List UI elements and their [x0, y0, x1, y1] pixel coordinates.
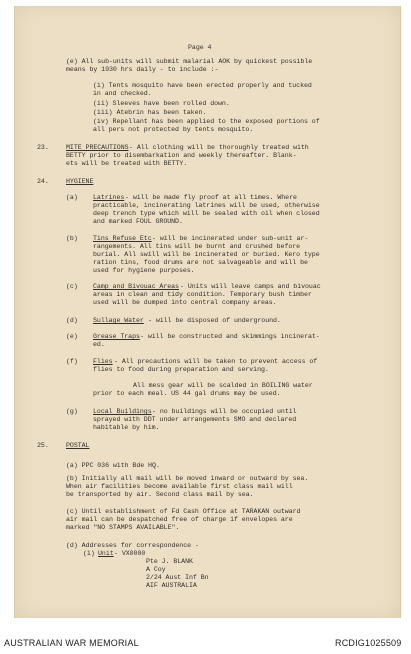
- text-line: (c) Until establishment of Fd Cash Office at TARAKAN outward: [66, 508, 301, 515]
- item-marker: (i): [83, 550, 95, 557]
- footer-record-id: RCDIG1025509: [335, 638, 402, 648]
- text-line: ed.: [93, 341, 105, 348]
- text-line: - All precautions will be taken to prevent access of: [114, 358, 318, 365]
- text-line: in and checked.: [93, 90, 152, 97]
- text-line: - will be made fly proof at all times. Where: [125, 194, 297, 201]
- archive-footer: [0, 620, 411, 654]
- section-number: 24.: [37, 178, 49, 185]
- text-line: used will be dumped into central company areas.: [93, 299, 277, 306]
- text-line: (i) Tents mosquito have been erected properly and tucked: [93, 82, 312, 89]
- text-line: (b) Initially all mail will be moved inward or outward by sea.: [66, 475, 309, 482]
- text-line: Pte J. BLANK: [146, 558, 193, 565]
- section-heading: POSTAL: [66, 442, 90, 449]
- footer-institution: AUSTRALIAN WAR MEMORIAL: [4, 638, 139, 648]
- item-heading: Latrines: [93, 194, 125, 201]
- text-line: ets will be treated with BETTY.: [66, 160, 188, 167]
- text-line: BETTY prior to disembarkation and weekly thereafter. Blank-: [66, 152, 297, 159]
- section-number: 23.: [37, 144, 49, 151]
- text-line: burial. All swill will be incinerated or buried. Kero type: [93, 251, 320, 258]
- text-line: areas in clean and tidy condition. Temporary bush timber: [93, 291, 312, 298]
- text-line: ration tins, food drums are not salvageable and will be: [93, 259, 308, 266]
- text-line: used for hygiene purposes.: [93, 267, 195, 274]
- text-line: - will be disposed of underground.: [148, 317, 281, 324]
- item-marker: (e): [66, 333, 78, 340]
- text-line: air mail can be despatched free of charge if envelopes are: [66, 516, 293, 523]
- text-line: and marked FOUL GROUND.: [93, 218, 183, 225]
- item-heading: Tins Refuse Etc: [93, 235, 152, 242]
- text-line: All mess gear will be scalded in BOILING water: [133, 382, 313, 389]
- text-line: When air facilities become available first class mail will: [66, 483, 293, 490]
- section-number: 25.: [37, 442, 49, 449]
- text-line: means by 1930 hrs daily - to include :-: [66, 66, 219, 73]
- item-marker: (a): [66, 194, 78, 201]
- text-line: practicable, incinerating latrines will be used, otherwise: [93, 202, 320, 209]
- text-line: (d) Addresses for correspondence -: [66, 542, 199, 549]
- item-heading: Camp and Bivouac Areas: [93, 283, 179, 290]
- text-line: - Units will leave camps and bivouac: [180, 283, 321, 290]
- text-line: marked "NO STAMPS AVAILABLE".: [66, 524, 180, 531]
- item-heading: Grease Traps: [93, 333, 140, 340]
- section-heading: MITE PRECAUTIONS: [66, 144, 129, 151]
- text-line: habitable by him.: [93, 424, 160, 431]
- text-line: - will be incinerated under sub-unit ar-: [152, 235, 309, 242]
- section-heading: HYGIENE: [66, 178, 94, 185]
- item-heading: Sullage Water: [93, 317, 144, 324]
- page-number: Page 4: [188, 44, 212, 51]
- text-line: (ii) Sleeves have been rolled down.: [93, 100, 230, 107]
- text-line: - will be constructed and skimmings incinerat-: [140, 333, 320, 340]
- text-line: (a) PPC 036 with Bde HQ.: [66, 462, 160, 469]
- text-line: sprayed with DDT under arrangements SMO and declared: [93, 416, 297, 423]
- item-heading: Flies: [93, 358, 113, 365]
- item-marker: (c): [66, 283, 78, 290]
- item-heading: Local Buildings: [93, 408, 152, 415]
- text-line: - All clothing will be thoroughly treated with: [129, 144, 309, 151]
- text-line: - VX0000: [114, 550, 146, 557]
- text-line: (e) All sub-units will submit malarial AOK by quickest possible: [66, 58, 313, 65]
- text-line: be transported by air. Second class mail by sea.: [66, 491, 254, 498]
- text-line: flies to food during preparation and serving.: [93, 366, 269, 373]
- item-heading: Unit: [98, 550, 114, 557]
- text-line: A Coy: [146, 566, 166, 573]
- text-line: deep trench type which will be sealed with oil when closed: [93, 210, 320, 217]
- text-line: 2/24 Aust Inf Bn: [146, 574, 209, 581]
- text-line: (iv) Repellant has been applied to the exposed portions of: [93, 118, 320, 125]
- item-marker: (f): [66, 358, 78, 365]
- text-line: all pers not protected by tents mosquito.: [93, 126, 254, 133]
- text-line: - no buildings will be occupied until: [152, 408, 297, 415]
- item-marker: (d): [66, 317, 78, 324]
- item-marker: (g): [66, 408, 78, 415]
- text-line: prior to each meal. US 44 gal drums may be used.: [93, 390, 281, 397]
- text-line: AIF AUSTRALIA: [146, 582, 197, 589]
- item-marker: (b): [66, 235, 78, 242]
- text-line: rangements. All tins will be burnt and crushed before: [93, 243, 301, 250]
- text-line: (iii) Atebrin has been taken.: [93, 109, 207, 116]
